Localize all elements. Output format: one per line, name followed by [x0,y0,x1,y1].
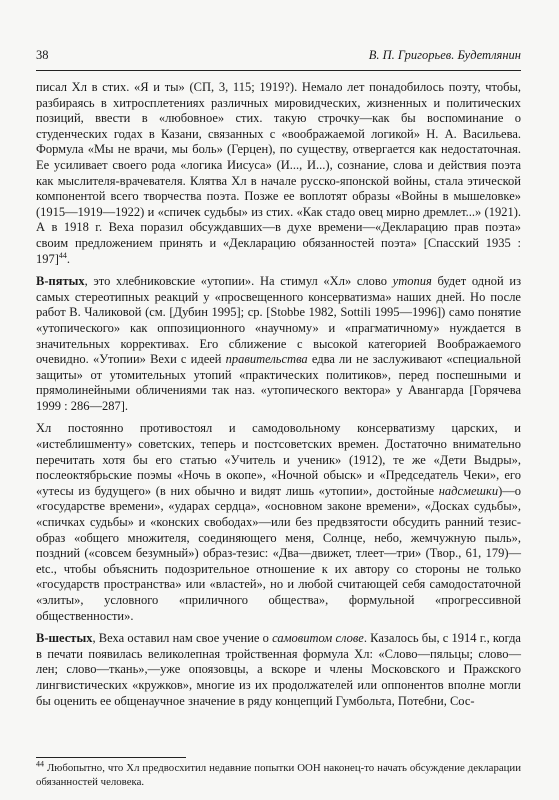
text-run: надсмешки [438,483,499,498]
header-rule [36,70,521,71]
text-run: правительства [225,352,308,367]
text-run: будет одной из самых стереотипных реакций у «просвещенного консерватизма» наших дней. Но после работ В. Чаликовой (см. [Дубин 1995]; ср. [Stobbe 1982, Sottili 1995—1996]) само понятие «утопического» как оппозиционного «научному» и «прагматичному» нуждается в значительных коррективах. Его сближение с высокой категорией Воображаемого очевидно. «Утопии» Вехи с идеей [36,274,522,367]
text-run: самовитом слове [272,631,364,646]
text-run: утопия [392,274,432,289]
text-run: едва ли не заслуживают «специальной защиты» от утомительных утопий «практических политиков», перед поспешными и прямолинейными обличениями так наз. «утопического вектора» у Авангарда [Горячева 1999 : 286—287]. [36,352,521,413]
paragraph [36,421,521,624]
body-text [36,80,521,709]
text-run: писал Хл в стих. «Я и ты» (СП, 3, 115; 1919?). Немало лет понадобилось поэту, чтобы, разбираясь в хитросплетениях различных мировидческих, жизненных и политических позиций, ввести в «любовное» стих. такую строчку—как бы воспоминание о студенческих годах в Казани, связанных с «воображаемой логикой» Н. А. Васильева. Формула «Мы не врачи, мы боль» (Герцен), по существу, отвергается как недостаточная. Ее усиливает своего рода «логика Иисуса» (И..., И...), сознание, слова и действия поэта как мыслителя-врачевателя. Клятва Хл в начале русско-японской войны, стала этической компонентой всего творчества поэта. Позже ее воплотят образы «Войны в мышеловке» (1915—1919—1922) и «спичек судьбы» из стих. «Как стадо овец мирно дремлет...» (1921). А в 1918 г. Веха поразил обсуждавших—в духе времени—«Декларацию прав поэта» своим предложением принять и «Декларацию обязанностей поэта» [Спасский 1935 : 197] [36,80,521,266]
page-number: 38 [36,48,49,62]
paragraph [36,80,521,267]
text-run: В-шестых [36,631,93,646]
text-run: Хл постоянно противостоял и самодовольному консерватизму царских, и «истеблишменту» советских, теперь и постсоветских времен. Достаточно внимательно перечитать хотя бы его статью «Учитель и ученик» (1912), те же «Дети Выдры», послеоктябрьские поэмы «Ночь в окопе», «Ночной обыск» и «Председатель Чеки», его «утесы из будущего» (в них обычно и видят лишь «утопии», достойные [36,421,521,498]
text-run: . [66,251,71,266]
paragraph [36,274,521,414]
footnote-rule [36,757,186,758]
footnote-mark: 44 [36,759,44,769]
page-header [36,48,521,66]
paragraph [36,631,521,709]
footnote-reference: 44 [58,250,67,260]
text-run: , Веха оставил нам свое учение о [92,631,273,646]
text-run: , это хлебниковские «утопии». На стимул «Хл» слово [84,274,393,289]
text-run: В-пятых [36,274,85,289]
footnote [36,759,521,789]
footnote-text: Любопытно, что Хл предвосхитил недавние попытки ООН наконец-то начать обсуждение декларации обязанностей человека. [36,762,521,788]
text-run: . Казалось бы, с 1914 г., когда в печати появилась великолепная тройственная формула Хл: «Слово—пяльцы; слово—лен; слово—ткань»,—уже опоязовцы, а вскоре и члены Московского и Пражского лингвистических «кружков», многие из их продолжателей или оппонентов вполне могли бы оценить ее общенаучное значение в ряду концепций Гумбольта, Потебни, Сос- [36,631,521,708]
text-run: )—о «государстве времени», «ударах сердца», «основном законе времени», «Досках судьбы», «спичках судьбы» и «конских свободах»—или без предвзятости обсудить ранний тезис-образ «общего множителя, соединяющего меня, Солнце, небо, жемчужную пыль», поздний («совсем безумный») образ-тезис: «Два—движет, тлеет—три» (Твор., 61, 179)—etc., чтобы объяснить подозрительное отношение к их автору со стороны не только «государств пространства» или «властей», но и любой считающей себя самодостаточной «элиты», условного «приличного общества», формульной «прогрессивной общественности». [36,483,521,623]
running-title: В. П. Григорьев. Будетлянин [368,48,521,62]
